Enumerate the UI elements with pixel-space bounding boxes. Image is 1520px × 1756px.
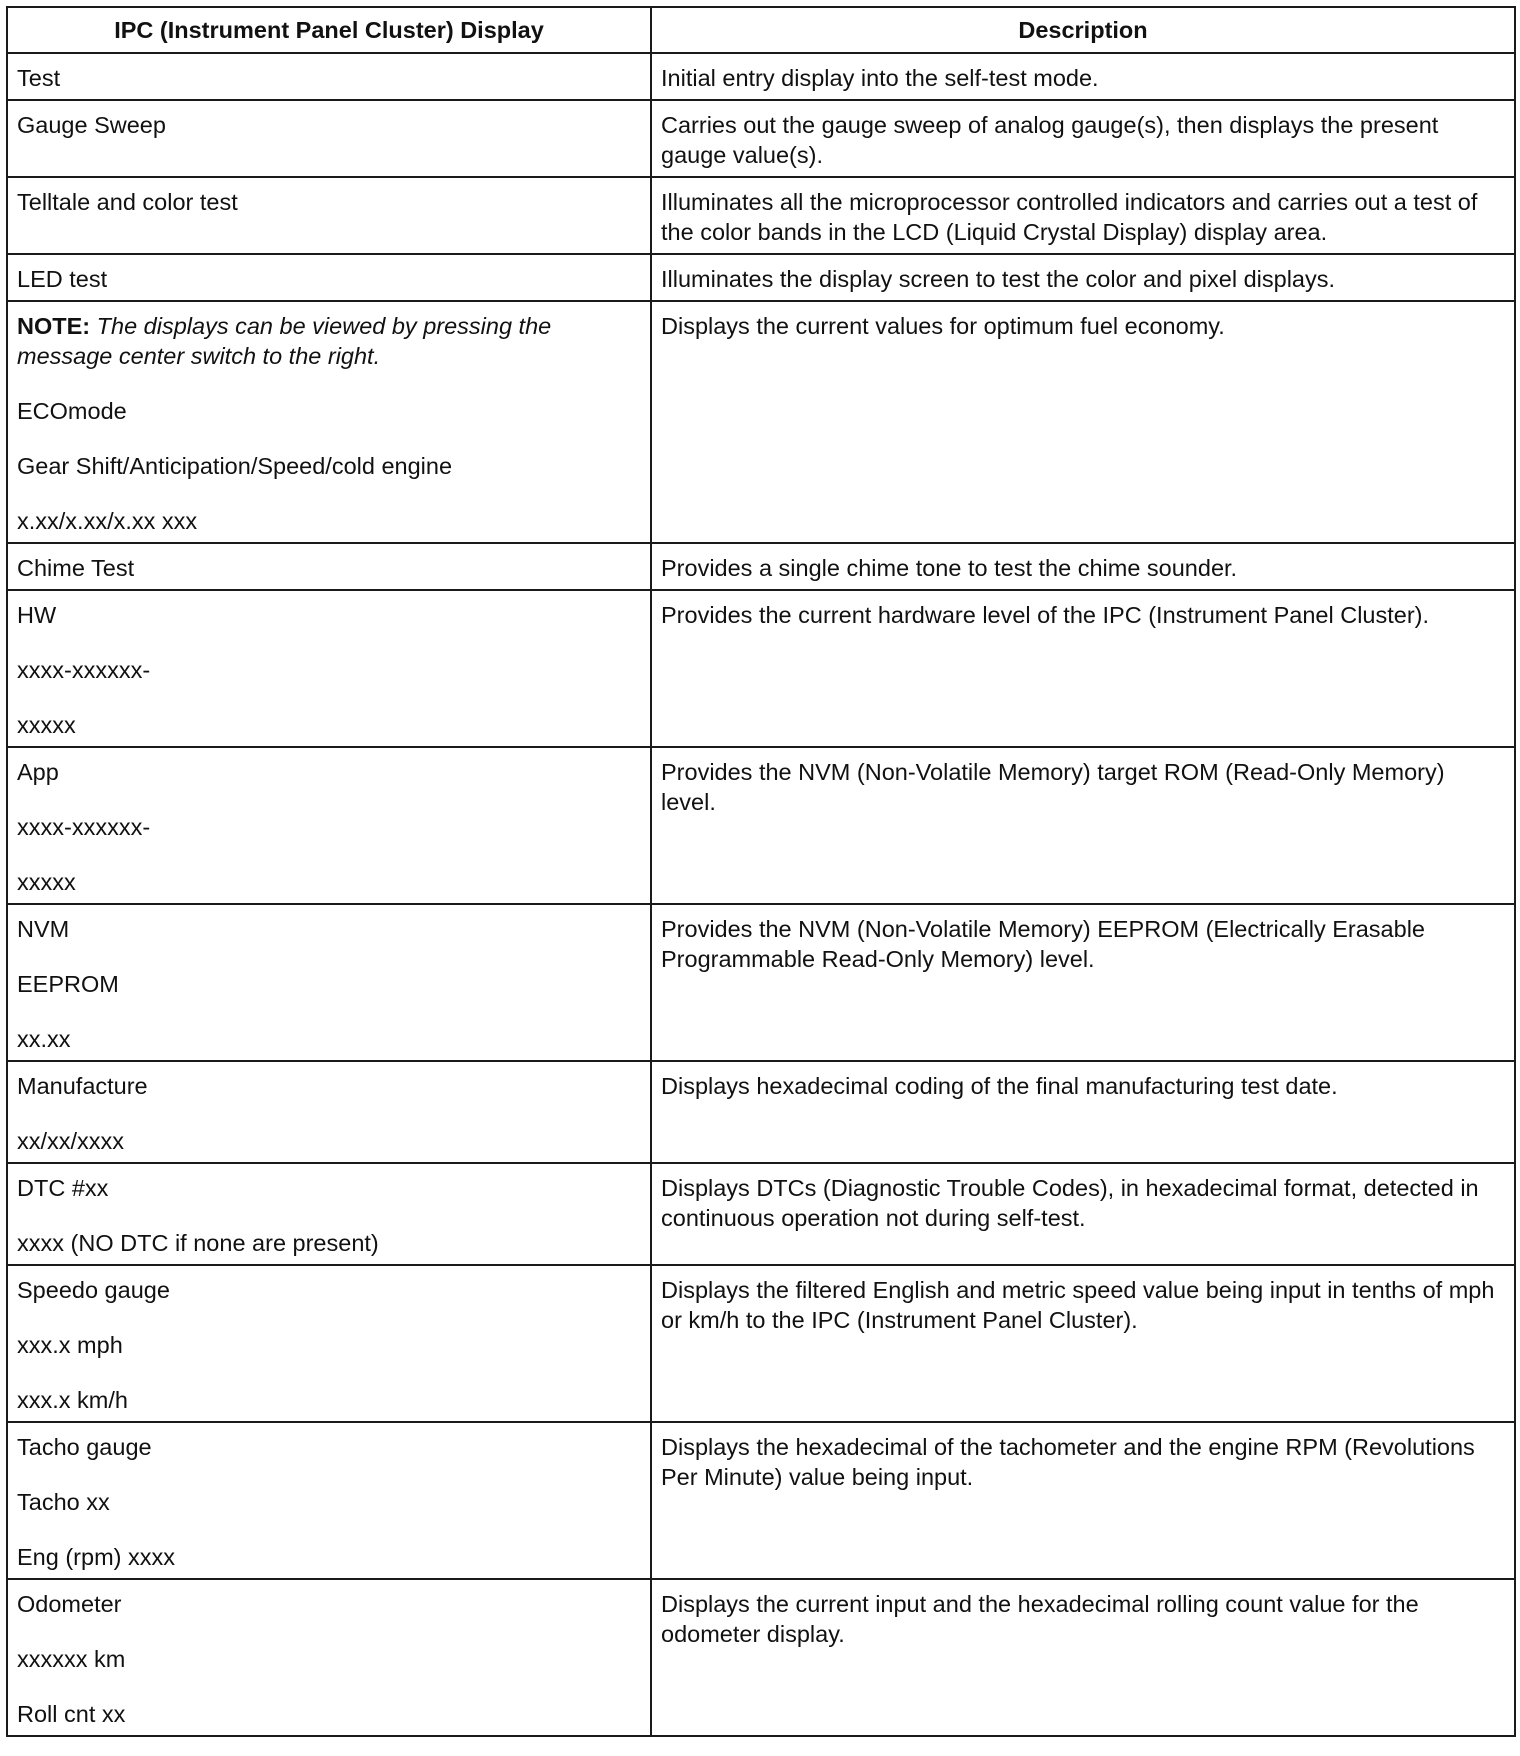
display-line: xx.xx bbox=[17, 1026, 71, 1052]
display-line: xxxx-xxxxxx- bbox=[17, 657, 151, 683]
display-line: Gauge Sweep bbox=[17, 112, 166, 138]
display-line: NVM bbox=[17, 916, 70, 942]
display-line: xxxxx bbox=[17, 712, 76, 738]
header-description: Description bbox=[651, 7, 1515, 53]
description-cell: Provides the NVM (Non-Volatile Memory) EEPROM (Electrically Erasable Programmable Read-Only Memory) level. bbox=[651, 904, 1515, 1061]
table-row bbox=[7, 254, 1515, 301]
display-line: Chime Test bbox=[17, 555, 135, 581]
display-line: Test bbox=[17, 65, 61, 91]
display-line: xxxx (NO DTC if none are present) bbox=[17, 1230, 379, 1256]
display-cell bbox=[7, 590, 651, 747]
ipc-display-table bbox=[6, 6, 1516, 1737]
table-row bbox=[7, 177, 1515, 254]
header-row bbox=[7, 7, 1515, 53]
display-line: Roll cnt xx bbox=[17, 1701, 126, 1727]
note-label: NOTE: bbox=[17, 313, 91, 339]
table-row bbox=[7, 543, 1515, 590]
display-line: Tacho xx bbox=[17, 1489, 110, 1515]
description-cell: Displays hexadecimal coding of the final manufacturing test date. bbox=[651, 1061, 1515, 1163]
table-row bbox=[7, 1422, 1515, 1579]
table-row bbox=[7, 1061, 1515, 1163]
display-cell bbox=[7, 177, 651, 254]
description-cell: Provides the current hardware level of the IPC (Instrument Panel Cluster). bbox=[651, 590, 1515, 747]
display-line: DTC #xx bbox=[17, 1175, 109, 1201]
display-line: ECOmode bbox=[17, 398, 127, 424]
display-line: xxx.x km/h bbox=[17, 1387, 128, 1413]
description-cell: Provides the NVM (Non-Volatile Memory) target ROM (Read-Only Memory) level. bbox=[651, 747, 1515, 904]
display-line: xxx.x mph bbox=[17, 1332, 123, 1358]
description-cell: Illuminates all the microprocessor controlled indicators and carries out a test of the color bands in the LCD (Liquid Crystal Display) display area. bbox=[651, 177, 1515, 254]
display-cell bbox=[7, 904, 651, 1061]
header-display: IPC (Instrument Panel Cluster) Display bbox=[7, 7, 651, 53]
display-line: xxxxxx km bbox=[17, 1646, 126, 1672]
description-cell: Displays the filtered English and metric speed value being input in tenths of mph or km/h to the IPC (Instrument Panel Cluster). bbox=[651, 1265, 1515, 1422]
table-row bbox=[7, 1163, 1515, 1265]
description-cell: Displays the current input and the hexadecimal rolling count value for the odometer display. bbox=[651, 1579, 1515, 1736]
display-cell bbox=[7, 1579, 651, 1736]
description-cell: Provides a single chime tone to test the chime sounder. bbox=[651, 543, 1515, 590]
display-line: LED test bbox=[17, 266, 108, 292]
display-line: Gear Shift/Anticipation/Speed/cold engine bbox=[17, 453, 453, 479]
description-cell: Displays the current values for optimum fuel economy. bbox=[651, 301, 1515, 543]
display-cell bbox=[7, 53, 651, 100]
note bbox=[17, 311, 641, 371]
display-line: App bbox=[17, 759, 59, 785]
description-cell: Illuminates the display screen to test the color and pixel displays. bbox=[651, 254, 1515, 301]
display-cell bbox=[7, 1163, 651, 1265]
table-row bbox=[7, 301, 1515, 543]
display-cell bbox=[7, 747, 651, 904]
display-cell bbox=[7, 301, 651, 543]
display-line: Odometer bbox=[17, 1591, 122, 1617]
display-line: xxxxx bbox=[17, 869, 76, 895]
display-cell bbox=[7, 543, 651, 590]
display-line: Speedo gauge bbox=[17, 1277, 170, 1303]
table-row bbox=[7, 1265, 1515, 1422]
table-row bbox=[7, 904, 1515, 1061]
table-header bbox=[7, 7, 1515, 53]
display-line: xx/xx/xxxx bbox=[17, 1128, 125, 1154]
table-body bbox=[7, 53, 1515, 1736]
display-cell bbox=[7, 1265, 651, 1422]
display-cell bbox=[7, 1061, 651, 1163]
table-row bbox=[7, 100, 1515, 177]
display-line: x.xx/x.xx/x.xx xxx bbox=[17, 508, 198, 534]
description-cell: Carries out the gauge sweep of analog gauge(s), then displays the present gauge value(s). bbox=[651, 100, 1515, 177]
display-line: EEPROM bbox=[17, 971, 119, 997]
display-line: xxxx-xxxxxx- bbox=[17, 814, 151, 840]
display-cell bbox=[7, 1422, 651, 1579]
display-line: HW bbox=[17, 602, 57, 628]
description-cell: Displays the hexadecimal of the tachometer and the engine RPM (Revolutions Per Minute) value being input. bbox=[651, 1422, 1515, 1579]
display-line: Tacho gauge bbox=[17, 1434, 152, 1460]
display-cell bbox=[7, 100, 651, 177]
display-cell bbox=[7, 254, 651, 301]
description-cell: Displays DTCs (Diagnostic Trouble Codes), in hexadecimal format, detected in continuous operation not during self-test. bbox=[651, 1163, 1515, 1265]
description-cell: Initial entry display into the self-test mode. bbox=[651, 53, 1515, 100]
table-row bbox=[7, 1579, 1515, 1736]
table-row bbox=[7, 590, 1515, 747]
display-line: Telltale and color test bbox=[17, 189, 238, 215]
table-row bbox=[7, 53, 1515, 100]
display-line: Eng (rpm) xxxx bbox=[17, 1544, 175, 1570]
note-text: The displays can be viewed by pressing the message center switch to the right. bbox=[17, 313, 552, 369]
table-row bbox=[7, 747, 1515, 904]
display-line: Manufacture bbox=[17, 1073, 148, 1099]
